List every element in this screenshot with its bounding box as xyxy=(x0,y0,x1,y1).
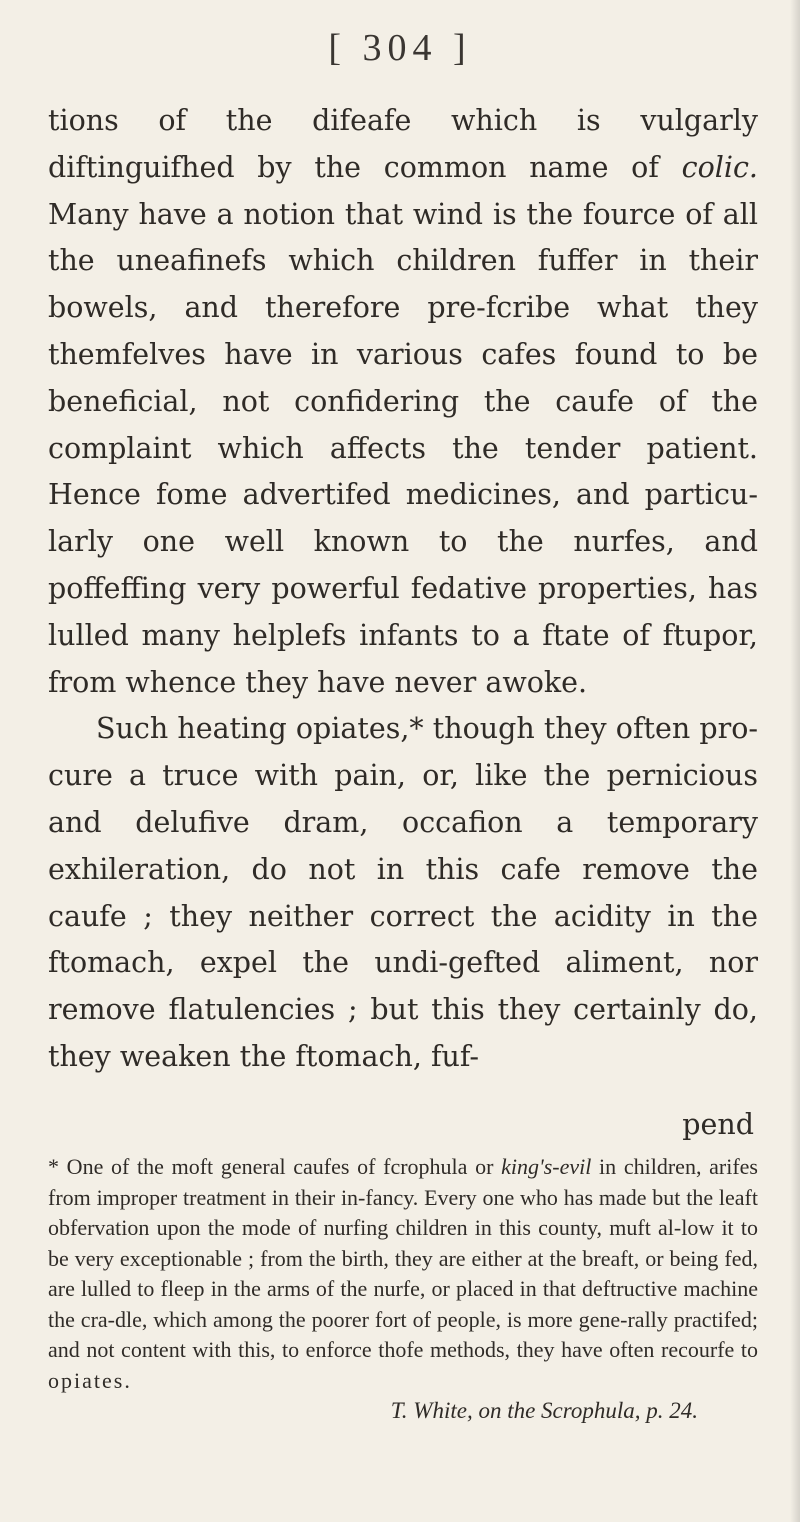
page-edge-shadow xyxy=(790,0,800,1522)
paragraph-1-italic-term: colic. xyxy=(681,150,758,184)
page-number: [ 304 ] xyxy=(328,27,472,69)
paragraph-1-part-2: Many have a notion that wind is the fource of all the uneafinefs which children fuffer in their bowels, and therefore pre-fcribe what they themfelves have in various cafes found to be beneficial, not confidering the caufe of the complaint which affects the tender patient. Hence fome advertifed medicines, and particu-larly one well known to the nurfes, and poffeffing very powerful fedative properties, has lulled many helplefs infants to a ftate of ftupor, from whence they have never awoke. xyxy=(48,197,758,699)
paragraph-1 xyxy=(48,98,758,706)
footnote-part-1: * One of the moft general caufes of fcrophula or xyxy=(48,1154,502,1179)
paragraph-2 xyxy=(48,706,758,1080)
paragraph-2-text: Such heating opiates,* though they often pro-cure a truce with pain, or, like the pernicious and delufive dram, occafion a temporary exhileration, do not in this cafe remove the caufe ; they neither correct the acidity in the ftomach, expel the undi-gefted aliment, nor remove flatulencies ; but this they certainly do, they weaken the ftomach, fuf- xyxy=(48,712,758,1073)
catchword: pend xyxy=(682,1108,754,1141)
footnote-text xyxy=(48,1152,758,1396)
footnote-italic-term: king's-evil xyxy=(501,1154,592,1179)
main-text-block xyxy=(48,98,758,1081)
footnote-block xyxy=(48,1152,758,1427)
footnote-part-2: in children, arifes from improper treatment in their in-fancy. Every one who has made but the leaft obfervation upon the mode of nurfing children in this county, muft al-low it to be very exceptionable ; from the birth, they are either at the breaft, or being fed, are lulled to fleep in the arms of the nurfe, or placed in that deftructive machine the cra-dle, which among the poorer fort of people, is more gene-rally practifed; and not content with this, to enforce thofe methods, they have often recourfe to xyxy=(48,1154,758,1362)
footnote-small-caps: opiates. xyxy=(48,1367,132,1393)
footnote-citation: T. White, on the Scrophula, p. 24. xyxy=(390,1398,698,1423)
paragraph-1-part-1: tions of the difeafe which is vulgarly diftinguifhed by the common name of xyxy=(48,104,758,184)
